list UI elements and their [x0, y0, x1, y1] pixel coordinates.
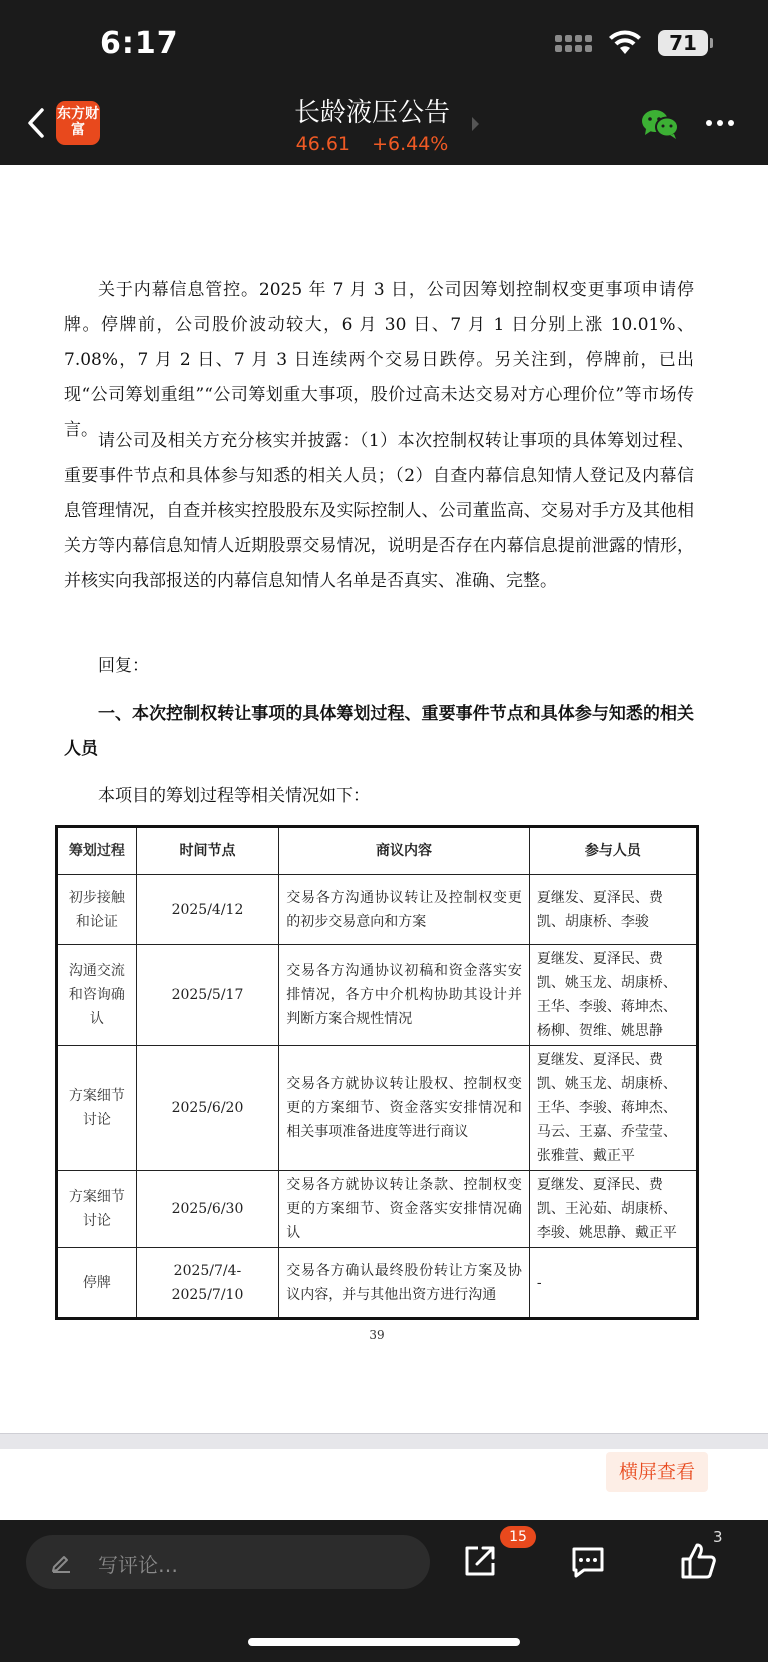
col-header-content: 商议内容 [279, 827, 530, 875]
cell-content: 交易各方就协议转让条款、控制权变更的方案细节、资金落实安排情况确认 [279, 1171, 530, 1248]
cell-time: 2025/5/17 [136, 945, 279, 1046]
table-row [57, 1046, 698, 1171]
section-heading: 一、本次控制权转让事项的具体筹划过程、重要事件节点和具体参与知悉的相关人员 [64, 704, 694, 759]
share-icon[interactable] [462, 1543, 498, 1579]
title-arrow-icon [472, 117, 479, 131]
cell-people: 夏继发、夏泽民、费凯、王沁茹、胡康桥、李骏、姚思静、戴正平 [529, 1171, 697, 1248]
cell-people: 夏继发、夏泽民、费凯、胡康桥、李骏 [529, 875, 697, 945]
app-logo[interactable]: 东方财富 [56, 101, 100, 145]
col-header-time: 时间节点 [136, 827, 279, 875]
more-icon[interactable] [706, 120, 734, 126]
cell-time: 2025/4/12 [136, 875, 279, 945]
col-header-people: 参与人员 [529, 827, 697, 875]
stock-quote [0, 133, 744, 155]
landscape-view-button[interactable]: 横屏查看 [606, 1452, 708, 1492]
table-row [57, 875, 698, 945]
wifi-icon [608, 30, 642, 56]
cell-time: 2025/6/30 [136, 1171, 279, 1248]
paragraph-insider-info: 关于内幕信息管控。2025 年 7 月 3 日，公司因筹划控制权变更事项申请停牌。停牌前，公司股价波动较大，6 月 30 日、7 月 1 日分别上涨 10.01%、7.08%，7 月 2 日、7 月 3 日连续两个交易日跌停。另关注到，停牌前，已出现“公司筹划重组”“公司筹划重大事项，股价过高未达交易对方心理价位”等市场传言。 [64, 280, 694, 440]
like-count: 3 [713, 1528, 723, 1546]
table-row [57, 945, 698, 1046]
bottom-bar [0, 1520, 768, 1662]
cell-content: 交易各方沟通协议转让及控制权变更的初步交易意向和方案 [279, 875, 530, 945]
cell-content: 交易各方确认最终股份转让方案及协议内容，并与其他出资方进行沟通 [279, 1248, 530, 1319]
top-bar [0, 0, 768, 165]
cell-content: 交易各方沟通协议初稿和资金落实安排情况，各方中介机构协助其设计并判断方案合规性情况 [279, 945, 530, 1046]
cell-stage: 停牌 [57, 1248, 137, 1319]
cell-time: 2025/7/4-2025/7/10 [136, 1248, 279, 1319]
cell-stage: 方案细节讨论 [57, 1046, 137, 1171]
signal-icon [555, 35, 592, 52]
paragraph-request: 请公司及相关方充分核实并披露：（1）本次控制权转让事项的具体筹划过程、重要事件节点和具体参与知悉的相关人员；（2）自查内幕信息知情人登记及内幕信息管理情况，自查并核实控股股东及实际控制人、公司董监高、交易对手方及其他相关方等内幕信息知情人近期股票交易情况，说明是否存在内幕信息提前泄露的情形，并核实向我部报送的内幕信息知情人名单是否真实、准确、完整。 [64, 431, 694, 591]
comment-input[interactable] [26, 1535, 430, 1589]
col-header-stage: 筹划过程 [57, 827, 137, 875]
section-divider [0, 1433, 768, 1449]
cell-time: 2025/6/20 [136, 1046, 279, 1171]
cell-people: 夏继发、夏泽民、费凯、姚玉龙、胡康桥、王华、李骏、蒋坤杰、马云、王嘉、乔莹莹、张雅萱、戴正平 [529, 1046, 697, 1171]
battery-icon: 71 [658, 30, 708, 56]
home-indicator[interactable] [248, 1638, 520, 1646]
cell-content: 交易各方就协议转让股权、控制权变更的方案细节、资金落实安排情况和相关事项准备进度等进行商议 [279, 1046, 530, 1171]
table-intro: 本项目的筹划过程等相关情况如下： [98, 786, 370, 806]
cell-stage: 沟通交流和咨询确认 [57, 945, 137, 1046]
table-row [57, 1171, 698, 1248]
table-row [57, 1248, 698, 1319]
like-icon[interactable] [680, 1542, 716, 1580]
page-title: 长龄液压公告 [293, 98, 450, 128]
table-header-row [57, 827, 698, 875]
cell-stage: 初步接触和论证 [57, 875, 137, 945]
comment-icon[interactable] [570, 1545, 606, 1579]
wechat-icon[interactable] [640, 108, 680, 140]
cell-people: - [529, 1248, 697, 1319]
comment-placeholder: 写评论… [98, 1553, 178, 1577]
status-icons [555, 30, 708, 56]
cell-people: 夏继发、夏泽民、费凯、姚玉龙、胡康桥、王华、李骏、蒋坤杰、杨柳、贺维、姚思静 [529, 945, 697, 1046]
cell-stage: 方案细节讨论 [57, 1171, 137, 1248]
planning-table [55, 825, 699, 1320]
share-count-badge: 15 [500, 1526, 536, 1548]
stock-change: +6.44% [372, 133, 449, 155]
pen-icon [50, 1551, 72, 1573]
reply-label: 回复： [98, 656, 149, 676]
document-page [0, 165, 768, 1435]
page-number: 39 [369, 1328, 385, 1342]
stock-price: 46.61 [295, 133, 351, 155]
status-time: 6:17 [100, 26, 179, 61]
